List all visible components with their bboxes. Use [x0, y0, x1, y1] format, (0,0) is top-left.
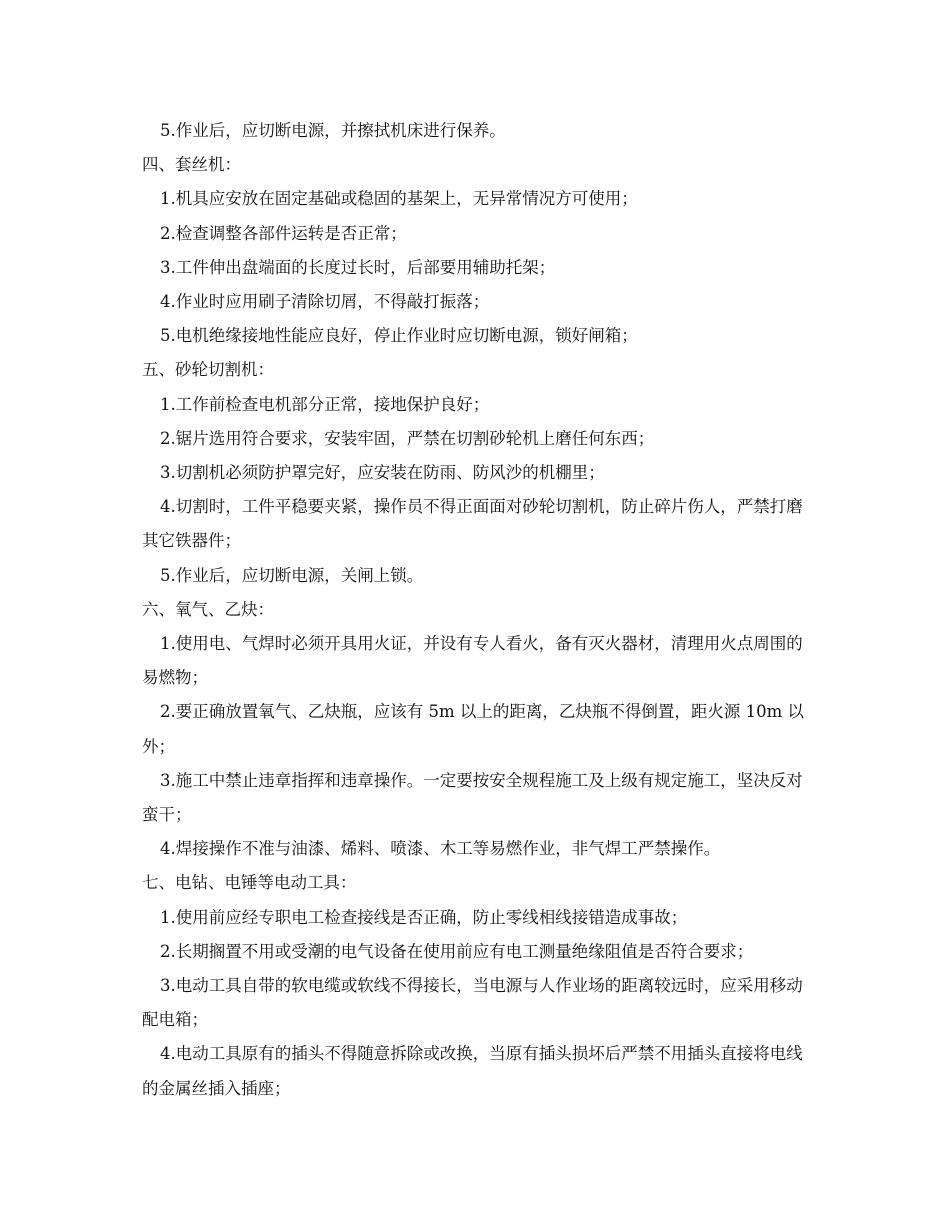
list-item: 4.切割时，工件平稳要夹紧，操作员不得正面面对砂轮切割机，防止碎片伤人，严禁打磨其它铁器件； [142, 497, 803, 551]
list-item: 3.施工中禁止违章指挥和违章操作。一定要按安全规程施工及上级有规定施工，坚决反对蛮干； [142, 770, 803, 825]
list-item: 3.电动工具自带的软电缆或软线不得接长，当电源与人作业场的距离较远时，应采用移动配电箱； [142, 976, 803, 1030]
section-heading: 四、套丝机： [142, 155, 241, 175]
list-item: 4.作业时应用刷子清除切屑，不得敲打振落； [160, 292, 490, 312]
list-item: 2.长期搁置不用或受潮的电气设备在使用前应有电工测量绝缘阻值是否符合要求； [160, 941, 754, 961]
list-item: 4.焊接操作不准与油漆、烯料、喷漆、木工等易燃作业，非气焊工严禁操作。 [160, 839, 721, 859]
list-item: 2.检查调整各部件运转是否正常； [160, 223, 407, 243]
list-item: 3.工件伸出盘端面的长度过长时，后部要用辅助托架； [160, 257, 556, 277]
list-item: 3.切割机必须防护罩完好，应安装在防雨、防风沙的机棚里； [160, 463, 605, 483]
list-item: 1.使用前应经专职电工检查接线是否正确，防止零线相线接错造成事故； [160, 907, 688, 927]
list-item: 4.电动工具原有的插头不得随意拆除或改换，当原有插头损坏后严禁不用插头直接将电线的金属丝插入插座； [142, 1044, 803, 1098]
list-item: 5.电机绝缘接地性能应良好，停止作业时应切断电源，锁好闸箱； [160, 326, 638, 346]
list-item: 2.要正确放置氧气、乙炔瓶，应该有 5m 以上的距离，乙炔瓶不得倒置，距火源 10m 以外； [142, 702, 805, 756]
document-body [142, 114, 814, 1106]
section-heading: 六、氧气、乙炔： [142, 599, 274, 619]
list-item: 5.作业后，应切断电源，关闸上锁。 [160, 565, 424, 585]
list-item: 5.作业后，应切断电源，并擦拭机床进行保养。 [160, 121, 506, 140]
section-heading: 五、砂轮切割机： [142, 360, 274, 380]
list-item: 1.机具应安放在固定基础或稳固的基架上，无异常情况方可使用； [160, 189, 638, 209]
section-heading: 七、电钻、电锤等电动工具： [142, 873, 357, 893]
list-item: 1.使用电、气焊时必须开具用火证，并设有专人看火，备有灭火器材，清理用火点周围的易燃物； [142, 634, 803, 688]
list-item: 2.锯片选用符合要求，安装牢固，严禁在切割砂轮机上磨任何东西； [160, 428, 655, 448]
list-item: 1.工作前检查电机部分正常，接地保护良好； [160, 394, 490, 414]
